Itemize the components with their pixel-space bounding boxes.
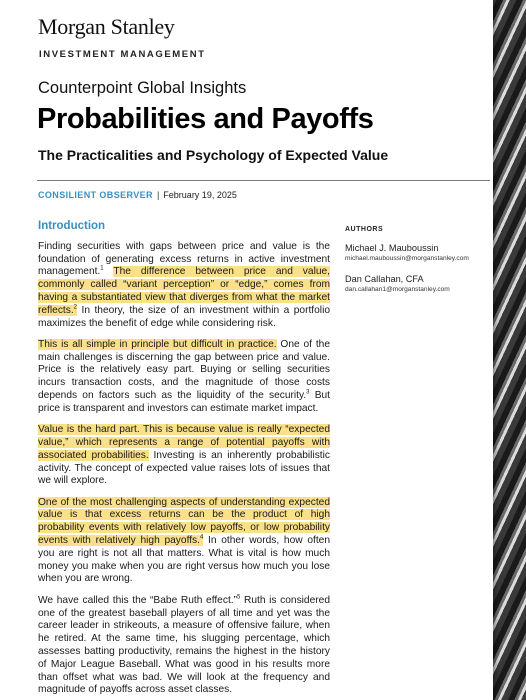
- publish-date: February 19, 2025: [163, 190, 237, 200]
- paragraph-4: One of the most challenging aspects of understanding expected value is that excess returns can be the product of high probability events with relatively low payoffs, or low probability events with relatively high payoffs.$^4$ In other words, how often you are right is not all that matters. What is vital is how much money you make when you are right versus how much you lose when you are wrong.: [38, 496, 330, 585]
- meta-line: [38, 190, 237, 200]
- article-body: [38, 220, 330, 700]
- column-label: CONSILIENT OBSERVER: [38, 190, 153, 200]
- paragraph-5: We have called this the “Babe Ruth effect.”$^5$ Ruth is considered one of the greatest baseball players of all time and yet was the career leader in strikeouts, a measure of offensive failure, when he retired. At the same time, his slugging percentage, which assesses batting productivity, remains the highest in the history of Major League Baseball. What was good in his results more than offset what was bad. We will look at the frequency and magnitude of payoffs across asset classes.: [38, 594, 330, 696]
- author-name: Michael J. Mauboussin: [345, 243, 439, 253]
- brand-division: INVESTMENT MANAGEMENT: [39, 49, 206, 60]
- author-name: Dan Callahan, CFA: [345, 274, 424, 284]
- brand-logo: Morgan Stanley: [38, 14, 175, 39]
- highlight: The difference between price and value, commonly called “variant perception” or “edge,” comes from having a substantiated view that diverges from what the market reflects.$^2$: [38, 266, 330, 316]
- authors-panel: [345, 226, 490, 293]
- author-email: michael.mauboussin@morganstanley.com: [345, 255, 469, 262]
- paragraph-1: Finding securities with gaps between price and value is the foundation of generating excess returns in active investment management.$^1$ The difference between price and value, commonly called “variant perception” or “edge,” comes from having a substantiated view that diverges from what the market reflects.$^2$ In theory, the size of an investment within a portfolio maximizes the benefit of edge while considering risk.: [38, 240, 330, 329]
- section-heading: Introduction: [38, 220, 106, 232]
- header-divider: [37, 180, 490, 181]
- highlight: Value is the hard part. This is because value is really “expected value,” which represents a range of potential payoffs with associated probabilities.: [38, 424, 330, 461]
- paragraph-2: This is all simple in principle but difficult in practice. One of the main challenges is discerning the gap between price and value. Price is the relatively easy part. Buying or selling securities incurs transaction costs, and the magnitude of those costs depends on factors such as the liquidity of the security.$^3$ But price is transparent and investors can estimate market impact.: [38, 338, 331, 414]
- paragraph-3: Value is the hard part. This is because value is really “expected value,” which represents a range of potential payoffs with associated probabilities. Investing is an inherently probabilistic activity. The concept of expected value raises lots of issues that we will explore.: [38, 424, 330, 487]
- page-title: Probabilities and Payoffs: [37, 103, 374, 135]
- authors-heading: AUTHORS: [345, 226, 384, 233]
- series-title: Counterpoint Global Insights: [38, 79, 247, 97]
- page-subtitle: The Practicalities and Psychology of Expected Value: [38, 147, 389, 163]
- highlight: One of the most challenging aspects of understanding expected value is that excess returns can be the product of high probability events with relatively low payoffs, or low probability events with relatively high payoffs.$^4$: [38, 496, 330, 547]
- highlight: This is all simple in principle but difficult in practice.: [38, 338, 277, 350]
- meta-separator: |: [156, 190, 160, 200]
- author-email: dan.callahan1@morganstanley.com: [345, 286, 450, 293]
